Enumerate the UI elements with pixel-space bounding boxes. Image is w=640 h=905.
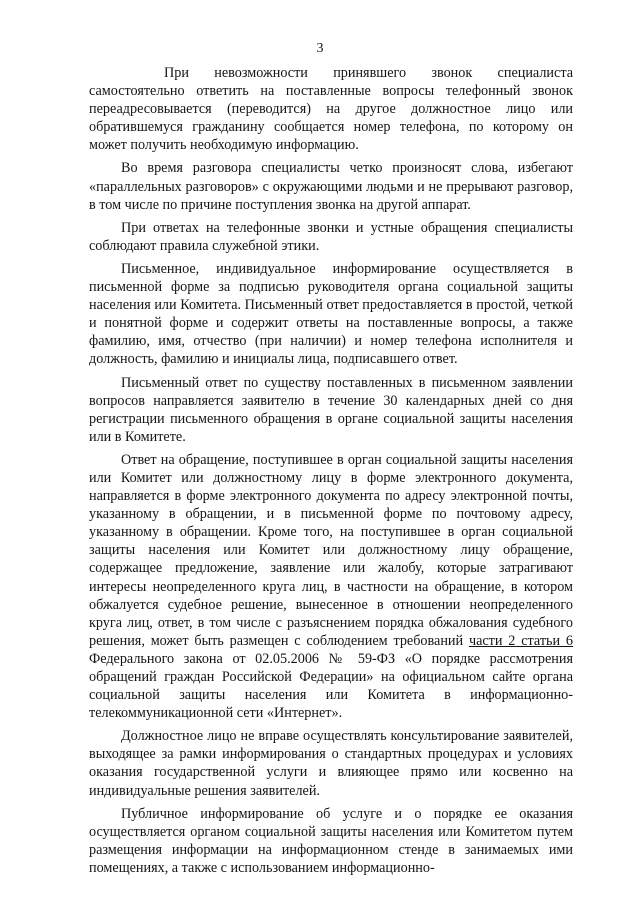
paragraph-electronic-answer-text-b: Федерального закона от 02.05.2006 № 59-ФЗ «О порядке рассмотрения обращений граждан Российской Федерации» на официальном сайте органа социальной защиты населения или Комитета в информационно-телекоммуникационной сети «Интернет». [89, 650, 573, 722]
law-reference-link[interactable]: части 2 статьи 6 [468, 632, 574, 649]
paragraph-consulting-limits: Должностное лицо не вправе осуществлять консультирование заявителей, выходящее за рамки информирования о стандартных процедурах и условиях оказания государственной услуги и влияющее прямо или косвенно на индивидуальные решения заявителей. [89, 728, 573, 799]
page-number: 3 [316, 41, 324, 56]
paragraph-public-informing: Публичное информирование об услуге и о порядке ее оказания осуществляется органом социальной защиты населения или Комитетом путем размещения информации на информационном стенде в занимаемых ими помещениях, а также с использованием информационно- [89, 805, 573, 876]
paragraph-written-answer-deadline: Письменный ответ по существу поставленных в письменном заявлении вопросов направляется заявителю в течение 30 календарных дней со дня регистрации письменного обращения в органе социальной защиты населения или в Комитете. [89, 374, 573, 445]
paragraph-written-informing: Письменное, индивидуальное информирование осуществляется в письменной форме за подписью руководителя органа социальной защиты населения или Комитета. Письменный ответ предоставляется в простой, четкой и понятной форме и содержит ответы на поставленные вопросы, а также фамилию, имя, отчество (при наличии) и номер телефона исполнителя и должность, фамилию и инициалы лица, подписавшего ответ. [89, 260, 573, 368]
paragraph-phone-redirect: При невозможности принявшего звонок специалиста самостоятельно ответить на поставленные вопросы телефонный звонок переадресовывается (переводится) на другое должностное лицо или обратившемуся гражданину сообщается номер телефона, по которому он может получить необходимую информацию. [89, 65, 573, 154]
document-body [89, 64, 573, 882]
paragraph-conversation-rules: Во время разговора специалисты четко произносят слова, избегают «параллельных разговоров» с окружающими людьми и не прерывают разговор, в том числе по причине поступления звонка на другой аппарат. [89, 160, 573, 213]
paragraph-electronic-answer [89, 451, 573, 722]
paragraph-service-ethics: При ответах на телефонные звонки и устные обращения специалисты соблюдают правила служебной этики. [89, 219, 573, 254]
paragraph-electronic-answer-text-a: Ответ на обращение, поступившее в орган социальной защиты населения или Комитет или должностному лицу в форме электронного документа, направляется в форме электронного документа по адресу электронной почты, указанному в обращении, и в письменной форме по почтовому адресу, указанному в обращении. Кроме того, на поступившее в орган социальной защиты населения или Комитет или должностному лицу обращение, содержащее предложение, заявление или жалобу, которые затрагивают интересы неопределенного круга лиц, в частности на обращение, в котором обжалуется судебное решение, вынесенное в отношении неопределенного круга лиц, ответ, в том числе с разъяснением порядка обжалования судебного решения, может быть размещен с соблюдением требований [89, 451, 573, 649]
